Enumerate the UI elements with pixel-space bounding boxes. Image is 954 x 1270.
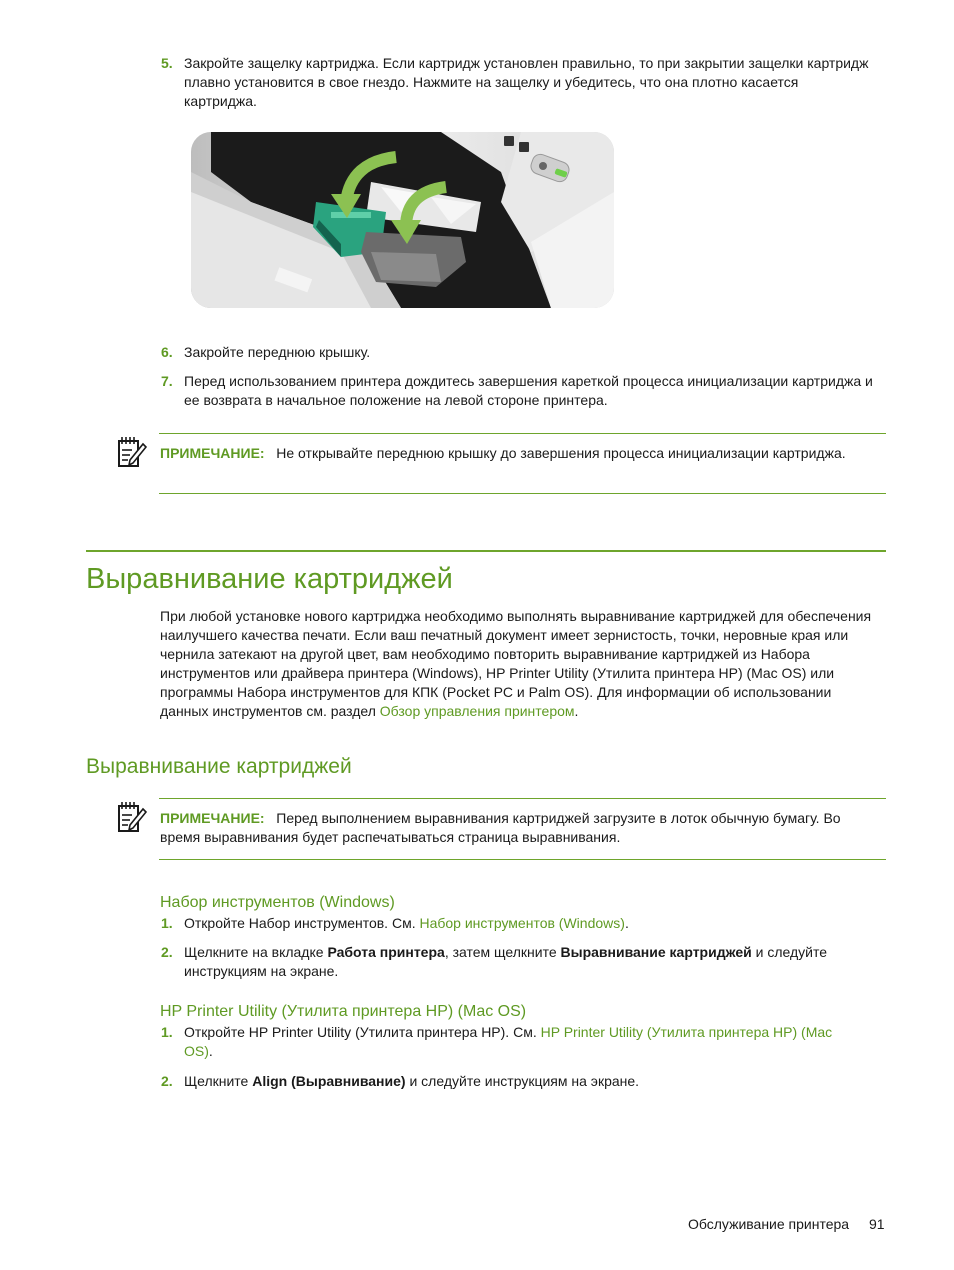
intro-end: .: [574, 703, 579, 719]
section-rule: [86, 550, 886, 552]
section-title: Выравнивание картриджей: [86, 563, 453, 595]
step-text: Перед использованием принтера дождитесь завершения кареткой процесса инициализации картриджа и ее возврата в начальное положение на левой стороне принтера.: [184, 373, 873, 408]
step-text: [184, 943, 879, 981]
windows-heading: Набор инструментов (Windows): [160, 894, 395, 911]
step-body: , затем щелкните: [444, 944, 561, 960]
step-body: и следуйте инструкциям на экране.: [405, 1073, 640, 1089]
step-number: 6.: [161, 344, 173, 360]
page-number: 91: [869, 1216, 885, 1232]
step-end: .: [208, 1043, 213, 1059]
note-rule-bottom: [159, 493, 886, 494]
mac-heading: HP Printer Utility (Утилита принтера HP) (Mac OS): [160, 1003, 527, 1020]
step-body: Щелкните: [184, 1073, 253, 1089]
step-number: 2.: [161, 944, 173, 960]
cartridge-illustration: [191, 132, 614, 308]
step-text: [184, 1023, 864, 1061]
ui-term: Align (Выравнивание): [252, 1073, 406, 1089]
step-number: 1.: [161, 1024, 173, 1040]
step-text: [184, 1072, 874, 1091]
printer-utility-link[interactable]: HP Printer Utility (Утилита принтера HP) (Mac OS): [184, 1024, 833, 1059]
note-body: Не открывайте переднюю крышку до завершения процесса инициализации картриджа.: [276, 445, 846, 461]
note-body: Перед выполнением выравнивания картриджей загрузите в лоток обычную бумагу. Во время выравнивания будет распечатываться страница выравнивания.: [160, 810, 841, 845]
step-text: Закройте переднюю крышку.: [184, 344, 371, 360]
step-number: 7.: [161, 373, 173, 389]
ui-term: Выравнивание картриджей: [560, 944, 752, 960]
step-body: и следуйте инструкциям на экране.: [184, 944, 828, 979]
note-icon: [117, 801, 147, 835]
section-subtitle: Выравнивание картриджей: [86, 755, 352, 778]
note-label: ПРИМЕЧАНИЕ:: [160, 810, 265, 826]
step-number: 5.: [161, 55, 173, 71]
note-text: [160, 809, 880, 847]
step-end: .: [624, 915, 629, 931]
note-label: ПРИМЕЧАНИЕ:: [160, 445, 265, 461]
toolbox-link[interactable]: Набор инструментов (Windows): [419, 915, 625, 931]
note-icon: [117, 436, 147, 470]
note-rule-top: [159, 433, 886, 434]
section-intro: [160, 607, 875, 721]
ui-term: Работа принтера: [327, 944, 445, 960]
intro-link[interactable]: Обзор управления принтером: [379, 703, 575, 719]
step-body: Откройте HP Printer Utility (Утилита принтера HP). См.: [184, 1024, 541, 1040]
note-text: [160, 444, 860, 463]
printer-photo-icon: [191, 132, 614, 308]
step-body: Щелкните на вкладке: [184, 944, 328, 960]
footer-section: Обслуживание принтера: [688, 1216, 850, 1232]
step-number: 2.: [161, 1073, 173, 1089]
step-number: 1.: [161, 915, 173, 931]
step-body: Откройте Набор инструментов. См.: [184, 915, 420, 931]
intro-text: При любой установке нового картриджа необходимо выполнять выравнивание картриджей для обеспечения наилучшего качества печати. Если ваш печатный документ имеет зернистость, точки, неровные края или чернила затекают на другой цвет, вам необходимо повторить выравнивание картриджей из Набора инструментов или драйвера принтера (Windows), HP Printer Utility (Утилита принтера HP) (Mac OS) или программы Набора инструментов для КПК (Pocket PC и Palm OS). Для информации об использовании данных инструментов см. раздел: [160, 608, 872, 719]
note-rule-top: [159, 798, 886, 799]
note-rule-bottom: [159, 859, 886, 860]
step-text: [184, 914, 874, 933]
step-text: Закройте защелку картриджа. Если картридж установлен правильно, то при закрытии защелки картридж плавно установится в свое гнездо. Нажмите на защелку и убедитесь, что она плотно касается картриджа.: [184, 55, 869, 109]
